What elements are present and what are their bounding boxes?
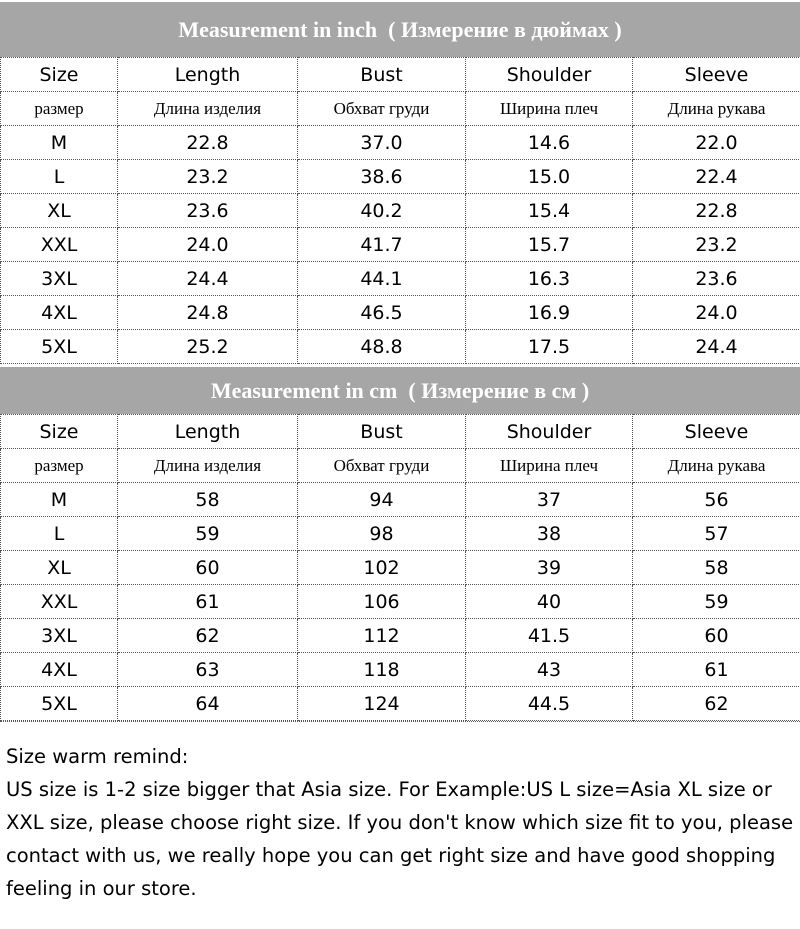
table-cell: 24.0 (633, 296, 800, 330)
table-cell: 22.8 (118, 126, 298, 160)
table-cell: 58 (118, 483, 298, 517)
table-cell: 63 (118, 653, 298, 687)
table-cell: 38.6 (298, 160, 466, 194)
inch-size-table (0, 57, 800, 364)
table-cell: 4XL (1, 296, 118, 330)
table-cell: 61 (118, 585, 298, 619)
header-cell: Size (1, 415, 118, 449)
table-header-row (1, 58, 800, 92)
header-cell-ru: размер (1, 92, 118, 126)
table-cell: 24.4 (118, 262, 298, 296)
table-cell: 39 (466, 551, 633, 585)
table-cell: XXL (1, 228, 118, 262)
table-cell: 106 (298, 585, 466, 619)
header-cell: Shoulder (466, 415, 633, 449)
header-cell: Sleeve (633, 415, 800, 449)
header-cell: Sleeve (633, 58, 800, 92)
table-cell: 24.8 (118, 296, 298, 330)
table-cell: 58 (633, 551, 800, 585)
cm-section-title: Measurement in cm ( Измерение в см ) (0, 367, 800, 414)
table-cell: 15.0 (466, 160, 633, 194)
header-cell-ru: Обхват груди (298, 449, 466, 483)
table-cell: 3XL (1, 262, 118, 296)
header-cell-ru: Ширина плеч (466, 92, 633, 126)
table-cell: 23.6 (118, 194, 298, 228)
table-cell: 60 (118, 551, 298, 585)
table-cell: 37.0 (298, 126, 466, 160)
table-cell: 22.8 (633, 194, 800, 228)
header-cell-ru: размер (1, 449, 118, 483)
table-cell: 112 (298, 619, 466, 653)
table-cell: 62 (633, 687, 800, 721)
table-cell: XL (1, 194, 118, 228)
header-cell-ru: Длина рукава (633, 449, 800, 483)
table-cell: 41.5 (466, 619, 633, 653)
table-cell: L (1, 517, 118, 551)
table-cell: 4XL (1, 653, 118, 687)
table-cell: 62 (118, 619, 298, 653)
table-cell: 118 (298, 653, 466, 687)
table-cell: 15.7 (466, 228, 633, 262)
header-cell-ru: Ширина плеч (466, 449, 633, 483)
table-cell: 17.5 (466, 330, 633, 364)
table-cell: 37 (466, 483, 633, 517)
table-cell: 23.2 (118, 160, 298, 194)
header-cell-ru: Обхват груди (298, 92, 466, 126)
table-cell: 59 (633, 585, 800, 619)
header-cell-ru: Длина рукава (633, 92, 800, 126)
table-row (1, 262, 800, 296)
table-cell: 44.1 (298, 262, 466, 296)
table-cell: 16.9 (466, 296, 633, 330)
table-cell: 24.4 (633, 330, 800, 364)
table-cell: 5XL (1, 687, 118, 721)
table-cell: 40.2 (298, 194, 466, 228)
header-cell: Size (1, 58, 118, 92)
table-cell: 5XL (1, 330, 118, 364)
table-row (1, 194, 800, 228)
table-row (1, 585, 800, 619)
cm-size-table (0, 414, 800, 721)
table-cell: 16.3 (466, 262, 633, 296)
table-cell: 94 (298, 483, 466, 517)
table-cell: M (1, 126, 118, 160)
remind-text-line: contact with us, we really hope you can get right size and have good shopping (6, 844, 776, 867)
table-row (1, 160, 800, 194)
table-cell: 22.4 (633, 160, 800, 194)
header-cell: Bust (298, 58, 466, 92)
header-cell: Length (118, 415, 298, 449)
remind-text-line: XXL size, please choose right size. If you don't know which size fit to you, please (6, 811, 794, 834)
table-cell: 40 (466, 585, 633, 619)
table-row (1, 296, 800, 330)
table-row (1, 653, 800, 687)
table-row (1, 551, 800, 585)
table-cell: 23.2 (633, 228, 800, 262)
table-cell: 48.8 (298, 330, 466, 364)
remind-heading: Size warm remind: (6, 745, 189, 768)
inch-section-title: Measurement in inch ( Измерение в дюймах ) (0, 2, 800, 57)
table-cell: 56 (633, 483, 800, 517)
table-cell: L (1, 160, 118, 194)
table-cell: 61 (633, 653, 800, 687)
table-cell: 14.6 (466, 126, 633, 160)
table-cell: 60 (633, 619, 800, 653)
table-cell: 98 (298, 517, 466, 551)
table-cell: 46.5 (298, 296, 466, 330)
table-header-row-ru (1, 92, 800, 126)
remind-text-line: US size is 1-2 size bigger that Asia size. For Example:US L size=Asia XL size or (6, 778, 772, 801)
header-cell-ru: Длина изделия (118, 92, 298, 126)
table-cell: 57 (633, 517, 800, 551)
header-cell-ru: Длина изделия (118, 449, 298, 483)
table-row (1, 517, 800, 551)
table-cell: 3XL (1, 619, 118, 653)
table-row (1, 687, 800, 721)
size-remind-note (6, 740, 796, 905)
table-cell: 15.4 (466, 194, 633, 228)
table-cell: 25.2 (118, 330, 298, 364)
table-cell: 44.5 (466, 687, 633, 721)
table-row (1, 619, 800, 653)
table-cell: 24.0 (118, 228, 298, 262)
header-cell: Bust (298, 415, 466, 449)
table-cell: 23.6 (633, 262, 800, 296)
table-header-row (1, 415, 800, 449)
header-cell: Length (118, 58, 298, 92)
table-cell: 59 (118, 517, 298, 551)
table-header-row-ru (1, 449, 800, 483)
table-cell: 41.7 (298, 228, 466, 262)
table-row (1, 330, 800, 364)
table-cell: XL (1, 551, 118, 585)
table-cell: 102 (298, 551, 466, 585)
table-cell: 64 (118, 687, 298, 721)
table-cell: 22.0 (633, 126, 800, 160)
table-cell: M (1, 483, 118, 517)
table-row (1, 483, 800, 517)
table-cell: 43 (466, 653, 633, 687)
remind-text-line: feeling in our store. (6, 877, 197, 900)
table-row (1, 126, 800, 160)
table-cell: 124 (298, 687, 466, 721)
header-cell: Shoulder (466, 58, 633, 92)
table-row (1, 228, 800, 262)
table-cell: 38 (466, 517, 633, 551)
table-cell: XXL (1, 585, 118, 619)
